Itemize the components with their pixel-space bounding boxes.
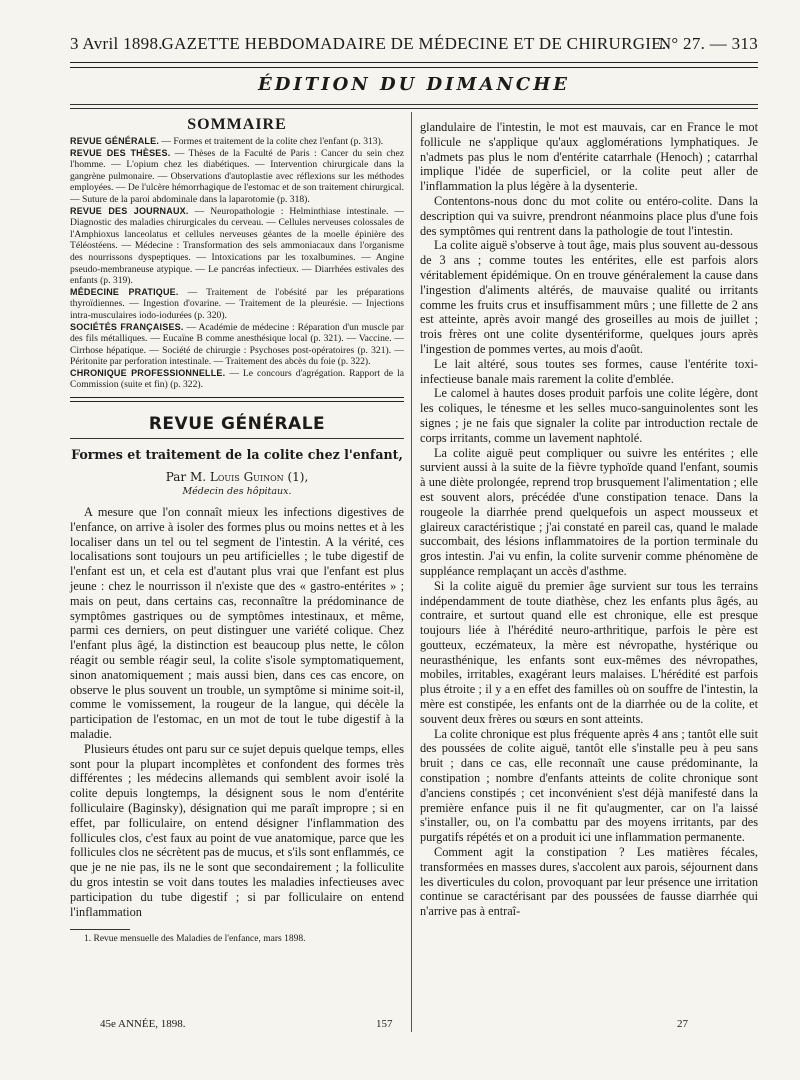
- article-body-left: [70, 505, 404, 919]
- sommaire-entry-heading: REVUE DES THÈSES.: [70, 147, 171, 158]
- author-suffix: (1),: [283, 470, 309, 485]
- sommaire-entry: [70, 368, 404, 391]
- sheet-signature: 27: [677, 1018, 688, 1030]
- page-folio: 157: [376, 1018, 393, 1030]
- section-title: REVUE GÉNÉRALE: [148, 414, 326, 435]
- journal-title: GAZETTE HEBDOMADAIRE DE MÉDECINE ET DE CHIRURGIE.: [161, 34, 667, 53]
- article-paragraph: Le lait altéré, sous toutes ses formes, cause l'entérite toxi-infectieuse banale mais rarement la colite d'emblée.: [420, 356, 758, 386]
- issue-date: 3 Avril 1898.: [70, 34, 163, 53]
- sommaire-entry-heading: MÉDECINE PRATIQUE.: [70, 286, 179, 297]
- article-paragraph: La colite chronique est plus fréquente après 4 ans ; tantôt elle suit des poussées de colite aiguë, tantôt elle s'installe peu à peu sans bruit ; dans ce cas, elle reconnaît une cause prédominante, la constipation ; nombre d'enfants atteints de colite chronique sont d'anciens constipés ; cet inconvénient s'est déjà manifesté dans la première enfance puis il ne fit qu'augmenter, car on l'a laissé s'installer, ou, on l'a combattu par des moyens irritants, par des purgatifs répétés et on a produit ici une inflammation permanente.: [420, 726, 758, 845]
- article-paragraph: glandulaire de l'intestin, le mot est mauvais, car en France le mot follicule ne s'applique qu'aux agglomérations lymphatiques. Je n'admets pas plus le nom d'entérite catarrhale (Henoch) ; catarrhal implique l'idée de superficiel, or la colite peut aller de l'inflammation la plus légère à la dysenterie.: [420, 120, 758, 194]
- author-prefix: Par M.: [165, 470, 210, 485]
- sommaire-entry-heading: REVUE DES JOURNAUX.: [70, 205, 189, 216]
- article-paragraph: Comment agit la constipation ? Les matières fécales, transformées en masses dures, s'accolent aux parois, séjournent dans les diverticules du colon, provoquant par leur présence une irritation continue se caractérisant par des poussées de fausse diarrhée qui n'arrive pas à entraî-: [420, 845, 758, 919]
- sommaire-entry-text: — Neuropathologie : Helminthiase intestinale. — Diagnostic des maladies chirurgicales du cerveau. — Cellules nerveuses colossales de l'Amphioxus lanceolatus et cellules nerveuses géantes de la moelle épinière des Téléostéens. — Médecine : Transformation des sels ammoniacaux dans l'organisme des nourrissons dyspeptiques. — Intoxications par les toxalbumines. — Angine pseudo-membraneuse atypique. — Le pancréas infectieux. — Diarrhées estivales des enfants (p. 319).: [70, 205, 405, 287]
- sommaire-entry-text: — Formes et traitement de la colite chez l'enfant (p. 313).: [159, 136, 384, 147]
- sommaire-entries: [70, 136, 404, 391]
- section-rule: [70, 438, 404, 439]
- sommaire-entry-heading: CHRONIQUE PROFESSIONNELLE.: [70, 367, 226, 378]
- article-title: Formes et traitement de la colite chez l'enfant,: [71, 447, 403, 463]
- author-name: Louis Guinon: [209, 470, 284, 485]
- article-paragraph: A mesure que l'on connaît mieux les infections digestives de l'enfance, on arrive à isoler des formes plus ou moins nettes et à les localiser dans un tel ou tel segment de l'intestin. A la vérité, ces localisations sont toujours un peu artificielles ; le tube digestif de l'enfant est un, et cela est d'autant plus vrai que l'enfant est plus jeune : chez le nourrisson il n'existe que des « gastro-entérites » ; mais on peut, dans certains cas, reconnaître la prédominance de symptômes gastriques ou de symptômes intestinaux, et même, parmi ces derniers, on peut distinguer une variété colique. Chez l'enfant plus âgé, la distinction est beaucoup plus nette, le côlon réagit ou semble réagir seul, la colite s'isole symptomatiquement, sinon anatomiquement ; mais aussi bien, dans ces cas encore, on observe le plus souvent un trouble, un symptôme si minime soit-il, comme le vomissement, la rougeur de la langue, qui décèle la participation de l'estomac, en un mot de tout le tube digestif à la maladie.: [70, 505, 404, 742]
- sommaire-box: [70, 116, 404, 402]
- sommaire-entry-text: — Thèses de la Faculté de Paris : Cancer du sein chez l'homme. — L'opium chez les diabétiques. — Intervention chirurgicale dans la gangrène pulmonaire. — Observations d'autoplastie avec réflexions sur les méthodes employées. — De l'ulcère hémorrhagique de l'estomac et de son traitement chirurgical. — Suture de la paroi abdominale dans la laparotomie (p. 318).: [70, 147, 404, 205]
- page-footer: [70, 1018, 758, 1034]
- footnote-rule: [70, 929, 130, 930]
- article-body-right: [420, 120, 758, 919]
- sommaire-entry: [70, 206, 404, 287]
- edition-banner: ÉDITION DU DIMANCHE: [258, 74, 570, 95]
- sommaire-entry-text: — Traitement de l'obésité par les préparations thyroïdiennes. — Ingestion d'ovarine. — Traitement de la pleurésie. — Injections intra-musculaires iodo-iodurées (p. 320).: [70, 286, 404, 321]
- sommaire-entry-heading: SOCIÉTÉS FRANÇAISES.: [70, 321, 184, 332]
- sommaire-entry: [70, 322, 404, 368]
- author-role: Médecin des hôpitaux.: [182, 486, 292, 498]
- footnote: 1. Revue mensuelle des Maladies de l'enfance, mars 1898.: [84, 934, 306, 945]
- article-paragraph: La colite aiguë s'observe à tout âge, mais plus souvent au-dessous de 3 ans ; comme toutes les entérites, elle est parfois alors véritablement épidémique. On en trouve généralement la cause dans l'ingestion d'aliments altérés, de mauvaise qualité ou irritants comme les fruits crus et insuffisamment mûrs ; une fillette de 2 ans est atteinte, après avoir mangé des groseilles au mois de juillet ; trois frères ont une colite dysentériforme, quelques jours après l'ingestion de pommes vertes, au mois d'août.: [420, 238, 758, 356]
- sommaire-entry: [70, 136, 404, 148]
- sommaire-entry: [70, 148, 404, 206]
- left-column: [70, 116, 404, 944]
- right-column: [420, 120, 758, 919]
- header-rule: [70, 62, 758, 68]
- volume-year: 45e ANNÉE, 1898.: [100, 1018, 186, 1030]
- sommaire-entry-text: — Le concours d'agrégation. Rapport de la Commission (suite et fin) (p. 322).: [70, 367, 404, 391]
- running-head: [70, 34, 758, 56]
- sommaire-entry: [70, 287, 404, 322]
- sommaire-title: SOMMAIRE: [187, 116, 287, 133]
- sommaire-entry-heading: REVUE GÉNÉRALE.: [70, 136, 160, 146]
- article-paragraph: Contentons-nous donc du mot colite ou entéro-colite. Dans la description qui va suivre, prendront néanmoins place plus d'une fois des symptômes qui rentrent dans la pathologie de tout l'intestin.: [420, 193, 758, 238]
- article-paragraph: Le calomel à hautes doses produit parfois une colite légère, dont les coliques, le ténesme et les selles muco-sanguinolentes sont les signes ; je ne fais que signaler la colite par introduction rectale de corps irritants, comme un lavement naphtolé.: [420, 386, 758, 445]
- sommaire-entry-text: — Académie de médecine : Réparation d'un muscle par des fils métalliques. — Eucaïne B comme anesthésique local (p. 321). — Vaccine. — Cirrhose hépatique. — Société de chirurgie : Psychoses post-opératoires (p. 321). — Péritonite par perforation intestinale. — Traitement des abcès du foie (p. 322).: [70, 321, 405, 368]
- column-divider: [411, 112, 412, 1032]
- issue-page-number: N° 27. — 313: [658, 34, 758, 53]
- article-paragraph: Si la colite aiguë du premier âge survient sur tous les terrains indépendamment de toute diathèse, chez les enfants plus âgés, au contraire, et surtout quand elle est chronique, elle est presque toujours liée à l'hérédité neuro-arthritique, parfois le père est goutteux, eczémateux, la mère est névropathe, hystérique ou neurasthénique, les enfants sont eux-mêmes des névropathes, mobiles, irritables, exagérant leurs malaises. L'hérédité est parfois plus étroite ; il y a en effet des familles où on souffre de l'intestin, la mère est constipée, les enfants ont de la diarrhée ou de la colite, et souvent deux frères ou sœurs en sont atteints.: [420, 578, 758, 726]
- article-paragraph: La colite aiguë peut compliquer ou suivre les entérites ; elle survient aussi à la suite de la fièvre typhoïde quand l'enfant, soumis à une diète prolongée, reprend trop brusquement l'alimentation ; elle est souvent alors, précédée d'une constipation tenace. Dans la rougeole la diarrhée prend quelquefois un aspect mousseux et glaireux caractéristique ; j'ai constaté en pareil cas, quand le malade succombait, des lésions inflammatoires de la portion terminale du gros intestin. J'ai vu enfin, la colite survenir comme phénomène de suppléance remplaçant un accès d'asthme.: [420, 445, 758, 578]
- edition-rule: [70, 104, 758, 109]
- sommaire-rule: [70, 397, 404, 402]
- article-paragraph: Plusieurs études ont paru sur ce sujet depuis quelque temps, elles sont pour la plupart incomplètes et confondent des formes très différentes ; les médecins allemands qui semblent avoir isolé la colite depuis longtemps, la désignent sous le nom d'entérite folliculaire (Baginsky), désignation qui me paraît impropre ; si en effet, par folliculaire, on entend désigner l'inflammation des follicules clos, c'est faux au point de vue anatomique, parce que les follicules clos ne sécrètent pas de mucus, et s'ils sont enflammés, ce que je ne nie pas, ils ne le sont que secondairement ; la folliculite du gros intestin se voit dans toutes les maladies infectieuses avec participation du tube digestif ; si par folliculaire on entend l'inflammation: [70, 741, 404, 919]
- article-author: [70, 470, 404, 484]
